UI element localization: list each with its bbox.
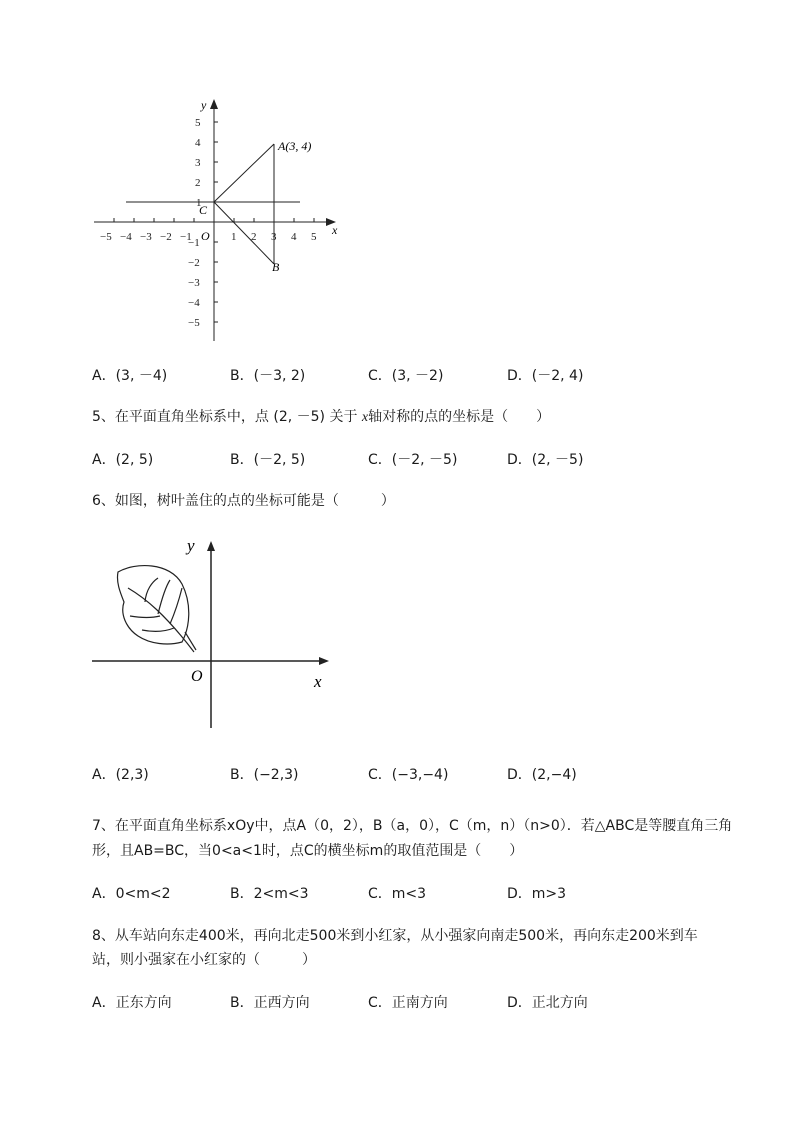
q7-option-d[interactable]: D．m>3 xyxy=(507,886,567,902)
x-tick-label: −5 xyxy=(100,231,112,243)
x-tick-label: 5 xyxy=(311,231,317,243)
point-c-label: C xyxy=(199,203,208,217)
x-tick-label: −3 xyxy=(140,231,152,243)
q8-option-c[interactable]: C．正南方向 xyxy=(368,995,448,1011)
question-8-line-1: 8、从车站向东走400米，再向北走500米到小红家，从小强家向南走500米，再向东走200米到车 xyxy=(92,928,698,944)
leaf-icon xyxy=(117,566,196,652)
x-axis-label: x xyxy=(314,672,322,691)
x-tick-label: −1 xyxy=(180,231,192,243)
q5-option-b[interactable]: B．(－2, 5) xyxy=(230,452,306,468)
segment-cb xyxy=(214,202,274,264)
y-tick-label: −2 xyxy=(188,257,200,269)
q6-option-d[interactable]: D．(2,−4) xyxy=(507,767,577,783)
segment-ca xyxy=(214,144,274,202)
y-axis-arrow-icon xyxy=(207,541,215,551)
q5-option-c[interactable]: C．(－2, －5) xyxy=(368,452,458,468)
q5-text-pre: 5、在平面直角坐标系中，点 (2, －5) 关于 xyxy=(92,409,362,425)
x-tick-label: 2 xyxy=(251,231,257,243)
q5-variable: x xyxy=(361,410,369,425)
q4-option-b[interactable]: B．(－3, 2) xyxy=(230,368,306,384)
origin-label: O xyxy=(201,229,210,243)
x-tick-label: 4 xyxy=(291,231,297,243)
y-tick-label: 5 xyxy=(195,117,201,129)
coordinate-figure-1 xyxy=(90,95,350,345)
q5-text-post: 轴对称的点的坐标是（ ） xyxy=(368,409,551,425)
q7-option-b[interactable]: B．2<m<3 xyxy=(230,886,309,902)
q4-option-c[interactable]: C．(3, －2) xyxy=(368,368,444,384)
x-axis-label: x xyxy=(332,223,338,237)
x-tick-label: −2 xyxy=(160,231,172,243)
x-tick-label: 3 xyxy=(271,231,277,243)
q5-option-a[interactable]: A．(2, 5) xyxy=(92,452,154,468)
question-6: 6、如图，树叶盖住的点的坐标可能是（ ） xyxy=(92,493,395,509)
q8-option-a[interactable]: A．正东方向 xyxy=(92,995,172,1011)
x-axis-arrow-icon xyxy=(319,657,329,665)
q5-option-d[interactable]: D．(2, －5) xyxy=(507,452,584,468)
q6-option-b[interactable]: B．(−2,3) xyxy=(230,767,299,783)
y-tick-label: −4 xyxy=(188,297,200,309)
y-tick-label: −1 xyxy=(188,237,200,249)
question-7-line-2: 形，且AB=BC，当0<a<1时，点C的横坐标m的取值范围是（ ） xyxy=(92,843,524,859)
y-axis-label: y xyxy=(201,98,207,112)
q6-option-c[interactable]: C．(−3,−4) xyxy=(368,767,449,783)
question-7-line-1: 7、在平面直角坐标系xOy中，点A（0，2），B（a，0），C（m，n）（n>0）．若△ABC是等腰直角三角 xyxy=(92,818,733,834)
y-tick-label: 4 xyxy=(195,137,201,149)
point-a-label: A(3, 4) xyxy=(278,139,312,153)
question-5 xyxy=(92,408,550,427)
y-axis-arrow-icon xyxy=(210,99,218,109)
y-axis-label: y xyxy=(187,536,195,555)
y-tick-label: 2 xyxy=(195,177,201,189)
y-tick-label: 3 xyxy=(195,157,201,169)
x-tick-label: −4 xyxy=(120,231,132,243)
q8-option-b[interactable]: B．正西方向 xyxy=(230,995,310,1011)
y-tick-label: −5 xyxy=(188,317,200,329)
question-8-line-2: 站，则小强家在小红家的（ ） xyxy=(92,952,316,968)
q8-option-d[interactable]: D．正北方向 xyxy=(507,995,588,1011)
q7-option-a[interactable]: A．0<m<2 xyxy=(92,886,171,902)
x-tick-label: 1 xyxy=(231,231,237,243)
coordinate-figure-2 xyxy=(90,532,335,732)
q7-option-c[interactable]: C．m<3 xyxy=(368,886,427,902)
y-tick-label: 1 xyxy=(196,197,202,209)
origin-label: O xyxy=(191,668,203,685)
q4-option-a[interactable]: A．(3, －4) xyxy=(92,368,168,384)
q4-option-d[interactable]: D．(－2, 4) xyxy=(507,368,584,384)
q6-option-a[interactable]: A．(2,3) xyxy=(92,767,149,783)
point-b-label: B xyxy=(272,260,280,274)
y-tick-label: −3 xyxy=(188,277,200,289)
